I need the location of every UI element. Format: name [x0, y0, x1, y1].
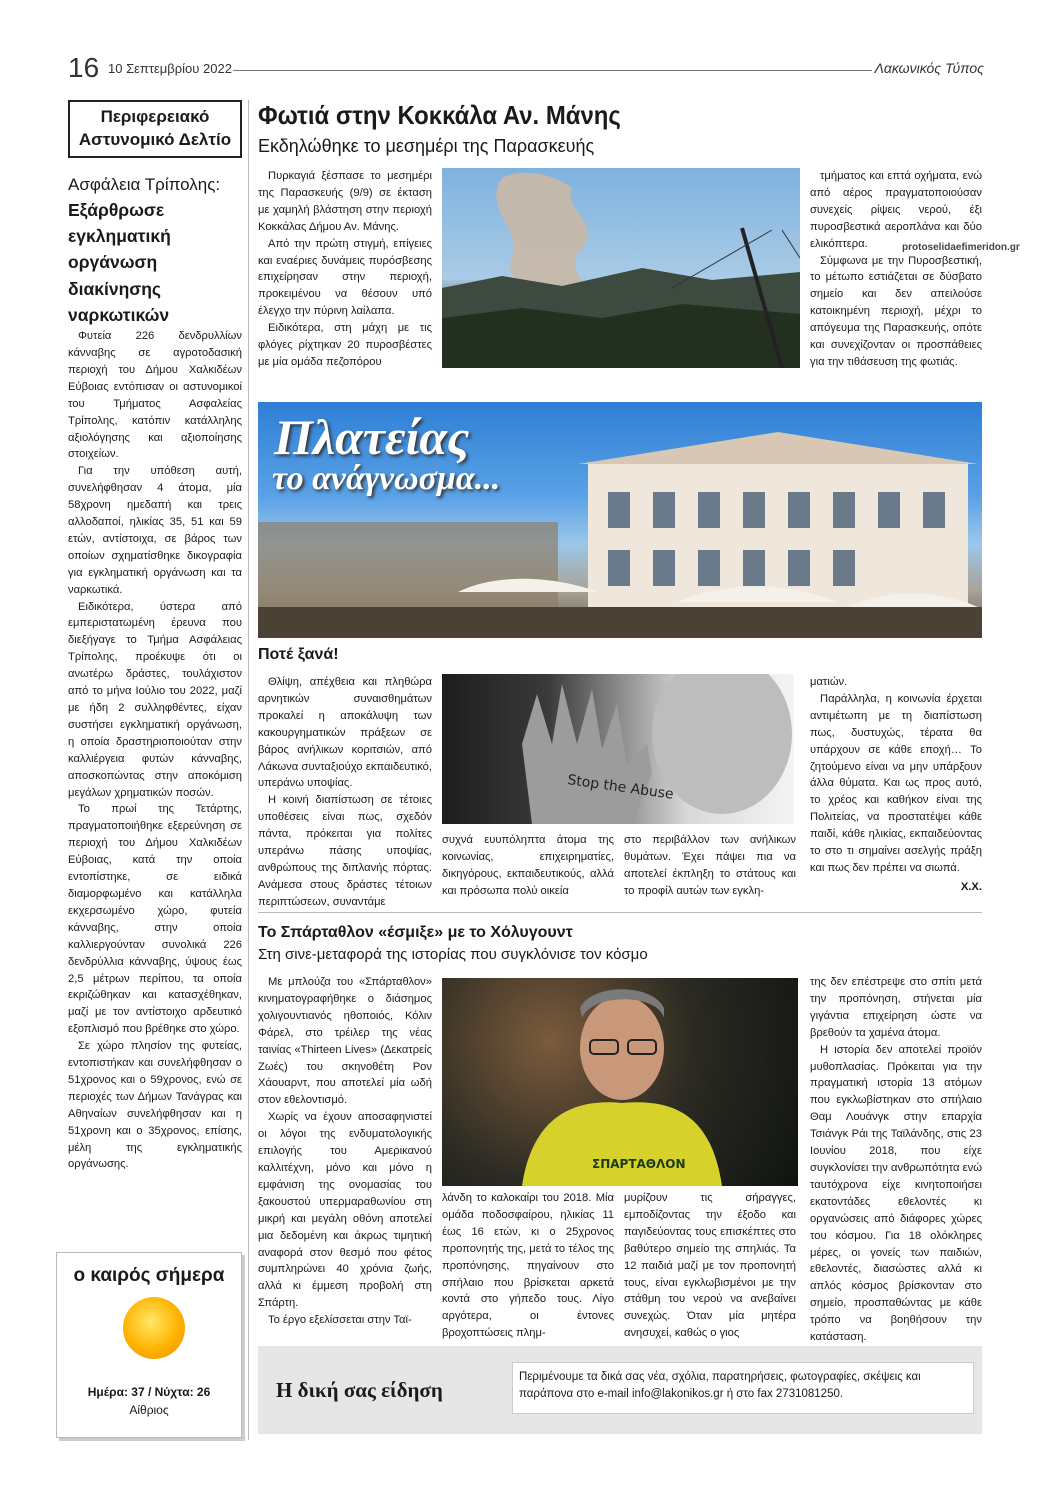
paragraph: τμήματος και επτά οχήματα, ενώ από αέρος πραγματοποιούσαν συνεχείς ρίψεις νερού, έξι πυροσβεστικά αεροπλάνα και δύο ελικόπτερα.: [810, 170, 982, 250]
weather-temperatures: Ημέρα: 37 / Νύχτα: 26: [87, 1385, 211, 1399]
paragraph: Παράλληλα, η κοινωνία έρχεται αντιμέτωπη με τη διαπίστωση πως, δυστυχώς, τέρατα θα υπάρχουν σε κάθε εποχή… Το ζητούμενο είναι να μην υπάρξουν άλλα θύματα. Και ως προς αυτό, το χρέος και καθήκον είναι της Πολιτείας, να προστατέψει κάθε παιδί, κάθε ηλικίας, εκπαιδεύοντας το στο τι σημαίνει ασελγής πράξη και πως δεν πρέπει να σιωπά.: [810, 692, 982, 874]
fire-photo-illustration: [442, 168, 800, 368]
actor-photo-illustration: [442, 978, 798, 1186]
spartathlon-col4: [810, 974, 982, 1346]
page-number: 16: [68, 52, 100, 83]
paragraph: Από την πρώτη στιγμή, επίγειες και εναέριες δυνάμεις πυρόσβεσης επιχείρησαν στην περιοχή, προκειμένου να θέσουν υπό έλεγχο την πύρινη λαίλαπα.: [258, 237, 432, 318]
section-divider: [258, 912, 982, 913]
paragraph: συχνά ευυπόληπτα άτομα της κοινωνίας, επιχειρηματίες, δικηγόρους, εκπαιδευτικούς, αλλά και πρόσωπα πολύ οικεία: [442, 834, 614, 897]
fire-article-title: Φωτιά στην Κοκκάλα Αν. Μάνης: [258, 100, 621, 130]
paragraph: ματιών.: [810, 676, 848, 688]
paragraph: Το έργο εξελίσσεται στην Ταϊ-: [268, 1314, 412, 1327]
weather-title: ο καιρός σήμερα: [73, 1265, 225, 1286]
opinion-col2: [442, 832, 614, 900]
sun-icon: [123, 1297, 185, 1359]
image-caption-text: Stop the Abuse: [566, 772, 675, 803]
paragraph: Χωρίς να έχουν αποσαφηνιστεί οι λόγοι της ενδυματολογικής επιλογής του Αμερικανού καλλιτέχνη, μόνο και μόνο η εμφάνιση της ονομασίας του ξακουστού υπερμαραθωνίου στη μικρή και μεγάλη οθόνη αποτελεί μια δεδομένη και άκρως τιμητική αναφορά στον θεσμό που φέτος συμπληρώνει 40 χρόνια ζωής, αλλά κι έμμεση προβολή στη Σπάρτη.: [258, 1111, 432, 1310]
fire-article-col1: [258, 168, 432, 371]
paragraph: λάνδη το καλοκαίρι του 2018. Μία ομάδα ποδοσφαίρου, ηλικίας 11 έως 16 ετών, κι ο 25χρονος προπονητής της, μετά το τέλος της προπόνησης, πηγαίνουν στο σπήλαιο που βρίσκεται αρκετά κοντά στο γήπεδο τους. Λίγο αργότερα, οι έντονες βροχοπτώσεις πλημ-: [442, 1192, 614, 1340]
spartathlon-subtitle: Στη σινε-μεταφορά της ιστορίας που συγκλόνισε τον κόσμο: [258, 946, 648, 963]
spartathlon-col2: [442, 1190, 614, 1342]
issue-date: 10 Σεπτεμβρίου 2022: [108, 61, 232, 76]
spartathlon-col3: [624, 1190, 796, 1342]
police-bulletin: [68, 100, 242, 1173]
paragraph: Φυτεία 226 δενδρυλλίων κάνναβης σε αγροτοδασική περιοχή του Δήμου Χαλκιδέων Εύβοιας εντόπισαν οι αστυνομικοί του Τμήματος Ασφαλείας Τρίπολης, κατόπιν κατάλληλης αξιολόγησης και αξιοποίησης στοιχείων.: [68, 330, 242, 461]
paragraph: Η ιστορία δεν αποτελεί προϊόν μυθοπλασίας. Πρόκειται για την πραγματική ιστορία 13 ατόμων που εγκλωβίστηκαν στο σπήλαιο Θαμ Λουάνγκ στην επαρχία Τσιάνγκ Ράι της Ταϊλάνδης, στις 23 Ιουνίου 2018, που είχε συγκλονίσει την ανθρωπότητα ενώ ταυτόχρονα είχε κινητοποιήσει εκατοντάδες εθελοντές κι οργανώσεις από διάφορες χώρες του κόσμου. Για 18 ολόκληρες μέρες, οι γονείς των παιδιών, εθελοντές, διασώστες αλλά κι απλός κόσμος βρίσκονταν στο σημείο, προσπαθώντας με κάθε τρόπο να βοηθήσουν την κατάσταση.: [810, 1043, 982, 1344]
paragraph: μυρίζουν τις σήραγγες, εμποδίζοντας την έξοδο και παγιδεύοντας τους επισκέπτες στο βαθύτερο σημείο της σπηλιάς. Τα 12 παιδιά μαζί με τον προπονητή τους, είναι εγκλωβισμένοι με την στάθμη του νερού να ανεβαίνει συνεχώς. Όταν μία μητέρα ανησυχεί, καθώς ο γιος: [624, 1192, 796, 1340]
paragraph: Η κοινή διαπίστωση σε τέτοιες υποθέσεις είναι πως, σχεδόν πάντα, πρόκειται για πολίτες υπεράνω πάσης υποψίας, ανθρώπους της διπλανής πόρτας. Ανάμεσα στους δράστες τέτοιων περιπτώσεων, συναντάμε: [258, 794, 432, 908]
paragraph: Με μπλούζα του «Σπάρταθλον» κινηματογραφήθηκε ο διάσημος χολιγουντιανός ηθοποιός, Κόλιν Φάρελ, στο τρέιλερ της νέας ταινίας «Thirteen Lives» (Δεκατρείς Ζωές) του σκηνοθέτη Ρον Χάουαρντ, που αποτελεί μία ωδή στον εθελοντισμό.: [258, 976, 432, 1107]
paragraph: της δεν επέστρεψε στο σπίτι μετά την προπόνηση, στήνεται μία γιγάντια επιχείρηση ώστε να βρεθούν τα χαμένα άτομα.: [810, 976, 982, 1039]
fire-photo: [442, 168, 800, 368]
column-banner: [258, 402, 982, 638]
spartathlon-title: Το Σπάρταθλον «έσμιξε» με το Χόλυγουντ: [258, 924, 573, 941]
reader-news-title: Η δική σας είδηση: [276, 1378, 443, 1402]
section-title-box: Περιφερειακό Αστυνομικό Δελτίο: [68, 100, 242, 158]
fire-article-col3: [810, 168, 982, 371]
paragraph: στο περιβάλλον των ανήλικων θυμάτων. Έχει πάψει πια να αποτελεί έκπληξη το στάτους και το προφίλ αυτών των εγκλη-: [624, 834, 796, 897]
article-body: [68, 328, 242, 1173]
paragraph: Το πρωί της Τετάρτης, πραγματοποιήθηκε εξερεύνηση σε περιοχή του Δήμου Χαλκιδέων Εύβοιας, κατά την οποία εντοπίστηκε, σε ειδικά διαμορφωμένο και κατάλληλα εκχερσωμένο χώρο, φυτεία κάνναβης, στην οποία καλλιεργούνταν συνολικά 226 δενδρύλλια κάνναβης, ύψους έως 2,5 μέτρων περίπου, τα οποία εκριζώθηκαν και κατασχέθηκαν, μαζί με τον αντίστοιχο αρδευτικό εξοπλισμό που βρέθηκε στο χώρο.: [68, 803, 242, 1036]
paragraph: Πυρκαγιά ξέσπασε το μεσημέρι της Παρασκευής (9/9) σε έκταση με χαμηλή βλάστηση στην περιοχή Κοκκάλας Δήμου Αν. Μάνης.: [258, 170, 432, 233]
paragraph: Για την υπόθεση αυτή, συνελήφθησαν 4 άτομα, μία 58χρονη ημεδαπή και τρεις αλλοδαποί, ηλικίας 35, 51 και 59 ετών, αντίστοιχα, σε βάρος των οποίων σχηματίσθηκε δικογραφία για εγκληματική οργάνωση και τα ναρκωτικά.: [68, 465, 242, 596]
paragraph: Ειδικότερα, στη μάχη με τις φλόγες ρίχτηκαν 20 πυροσβέστες με μία ομάδα πεζοπόρου: [258, 322, 432, 368]
banner-subtitle: το ανάγνωσμα...: [272, 460, 501, 497]
reader-news-box: [258, 1346, 982, 1434]
article-headline: Εξάρθρωσε εγκληματική οργάνωση διακίνησης ναρκωτικών: [68, 199, 171, 325]
opinion-title: Ποτέ ξανά!: [258, 646, 339, 663]
weather-condition: Αίθριος: [129, 1403, 169, 1417]
shirt-text: ΣΠΑΡΤΑΘΛΟΝ: [592, 1157, 686, 1171]
author-signature: Χ.Χ.: [960, 880, 982, 893]
paragraph: Ειδικότερα, ύστερα από εμπεριστατωμένη έρευνα που διεξήγαγε το Τμήμα Ασφάλειας Τρίπολης, προέκυψε ότι οι ανωτέρω δράστες, τουλάχιστον από το μήνα Ιούλιο του 2022, μαζί με ήδη 2 συλληφθέντες, είχαν συστήσει εγκληματική οργάνωση, η οποία δραστηριοποιούταν στην καλλιέργεια φυτών κάνναβης, αποσκοπώντας στην αποκόμιση μεγάλων χρηματικών ποσών.: [68, 600, 242, 799]
banner-title: Πλατείας: [274, 409, 470, 465]
reader-news-text: Περιμένουμε τα δικά σας νέα, σχόλια, παρατηρήσεις, φωτογραφίες, σκέψεις και παράπονα στο e-mail info@lakonikos.gr ή στο fax 2731081250.: [512, 1362, 974, 1414]
paragraph: Σύμφωνα με την Πυροσβεστική, το μέτωπο εστιάζεται σε δύσβατο σημείο και δεν απειλούσε κατοικημένη περιοχή, μέχρι το απόγευμα της Παρασκευής, οπότε και συνεχίζονταν οι προσπάθειες για την τιθάσευση της φωτιάς.: [810, 254, 982, 368]
actor-photo: [442, 978, 798, 1186]
article-kicker: Ασφάλεια Τρίπολης:: [68, 174, 221, 194]
fire-article-subtitle: Εκδηλώθηκε το μεσημέρι της Παρασκευής: [258, 136, 595, 156]
paragraph: Θλίψη, απέχθεια και πληθώρα αρνητικών συναισθημάτων προκαλεί η αποκάλυψη των κακουργηματικών πράξεων σε βάρος ανήλικων κοριτσιών, από Λάκωνα συνταξιούχο εκπαιδευτικό, υπεράνω υποψίας.: [258, 676, 432, 790]
stop-abuse-illustration: [442, 674, 794, 824]
opinion-col4: [810, 674, 982, 896]
paragraph: Σε χώρο πλησίον της φυτείας, εντοπιστήκαν και συνελήφθησαν ο 51χρονος και ο 59χρονος, ενώ σε περιοχές των Δήμων Τανάγρας και Αθηναίων συνελήφθησαν και η 51χρονη και ο 35χρονος, επίσης, μέλη της εγκληματικής οργάνωσης.: [68, 1040, 242, 1171]
column-divider: [248, 100, 249, 1440]
stop-abuse-photo: [442, 674, 794, 824]
weather-box: [56, 1252, 242, 1438]
watermark: protoselidaefimeridon.gr: [902, 242, 1020, 253]
paper-name: Λακωνικός Τύπος: [874, 60, 984, 76]
opinion-col1: [258, 674, 432, 911]
page-header: [68, 52, 984, 82]
spartathlon-col1: [258, 974, 432, 1329]
opinion-col3: [624, 832, 796, 900]
header-rule: [233, 70, 872, 71]
